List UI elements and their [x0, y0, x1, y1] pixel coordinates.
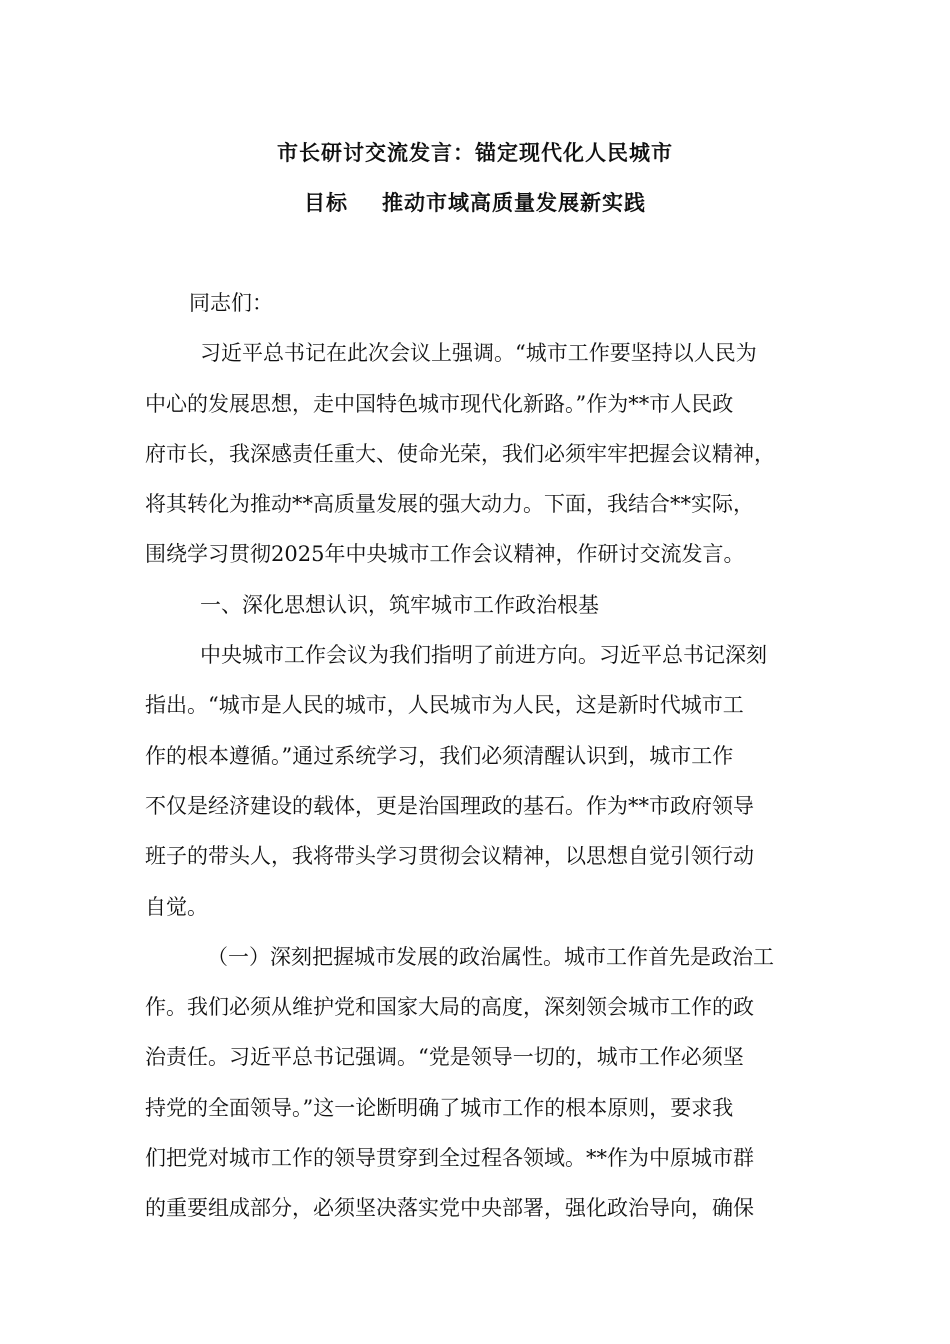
salutation: 同志们： [189, 291, 273, 315]
paragraph-line: 中心的发展思想，走中国特色城市现代化新路。”作为**市人民政 [145, 391, 734, 416]
paragraph-line: 指出。“城市是人民的城市，人民城市为人民，这是新时代城市工 [145, 693, 744, 718]
paragraph-line: 持党的全面领导。”这一论断明确了城市工作的根本原则，要求我 [145, 1095, 734, 1120]
paragraph-line: 们把党对城市工作的领导贯穿到全过程各领域。**作为中原城市群 [145, 1146, 754, 1171]
paragraph-line: 不仅是经济建设的载体，更是治国理政的基石。作为**市政府领导 [145, 793, 754, 818]
paragraph-line: 作。我们必须从维护党和国家大局的高度，深刻领会城市工作的政 [145, 995, 754, 1020]
paragraph-line: 治责任。习近平总书记强调。“党是领导一切的，城市工作必须坚 [145, 1045, 744, 1070]
paragraph-line: 府市长，我深感责任重大、使命光荣，我们必须牢牢把握会议精神， [145, 441, 775, 466]
paragraph-line: 自觉。 [145, 894, 208, 919]
title-line-1: 市长研讨交流发言：锚定现代化人民城市 [277, 141, 673, 165]
paragraph-line: 班子的带头人，我将带头学习贯彻会议精神，以思想自觉引领行动 [145, 844, 754, 869]
paragraph-line: 习近平总书记在此次会议上强调。“城市工作要坚持以人民为 [200, 341, 757, 366]
document-body [145, 278, 825, 1234]
paragraph-line: 作的根本遵循。”通过系统学习，我们必须清醒认识到，城市工作 [145, 743, 734, 768]
title-line-2 [60, 178, 890, 228]
paragraph-line: 的重要组成部分，必须坚决落实党中央部署，强化政治导向，确保 [145, 1196, 754, 1221]
paragraph-line: 将其转化为推动**高质量发展的强大动力。下面，我结合**实际， [145, 492, 754, 517]
paragraph-line: 中央城市工作会议为我们指明了前进方向。习近平总书记深刻 [200, 643, 767, 668]
title-line-2-part-a: 目标 [304, 191, 348, 216]
document-title [60, 128, 890, 229]
title-line-2-part-b: 推动市域高质量发展新实践 [382, 191, 646, 216]
section-heading: 一、深化思想认识，筑牢城市工作政治根基 [200, 592, 599, 617]
subsection-paragraph-line: （一）深刻把握城市发展的政治属性。城市工作首先是政治工 [207, 944, 774, 969]
paragraph-line: 围绕学习贯彻2025年中央城市工作会议精神，作研讨交流发言。 [145, 542, 745, 567]
